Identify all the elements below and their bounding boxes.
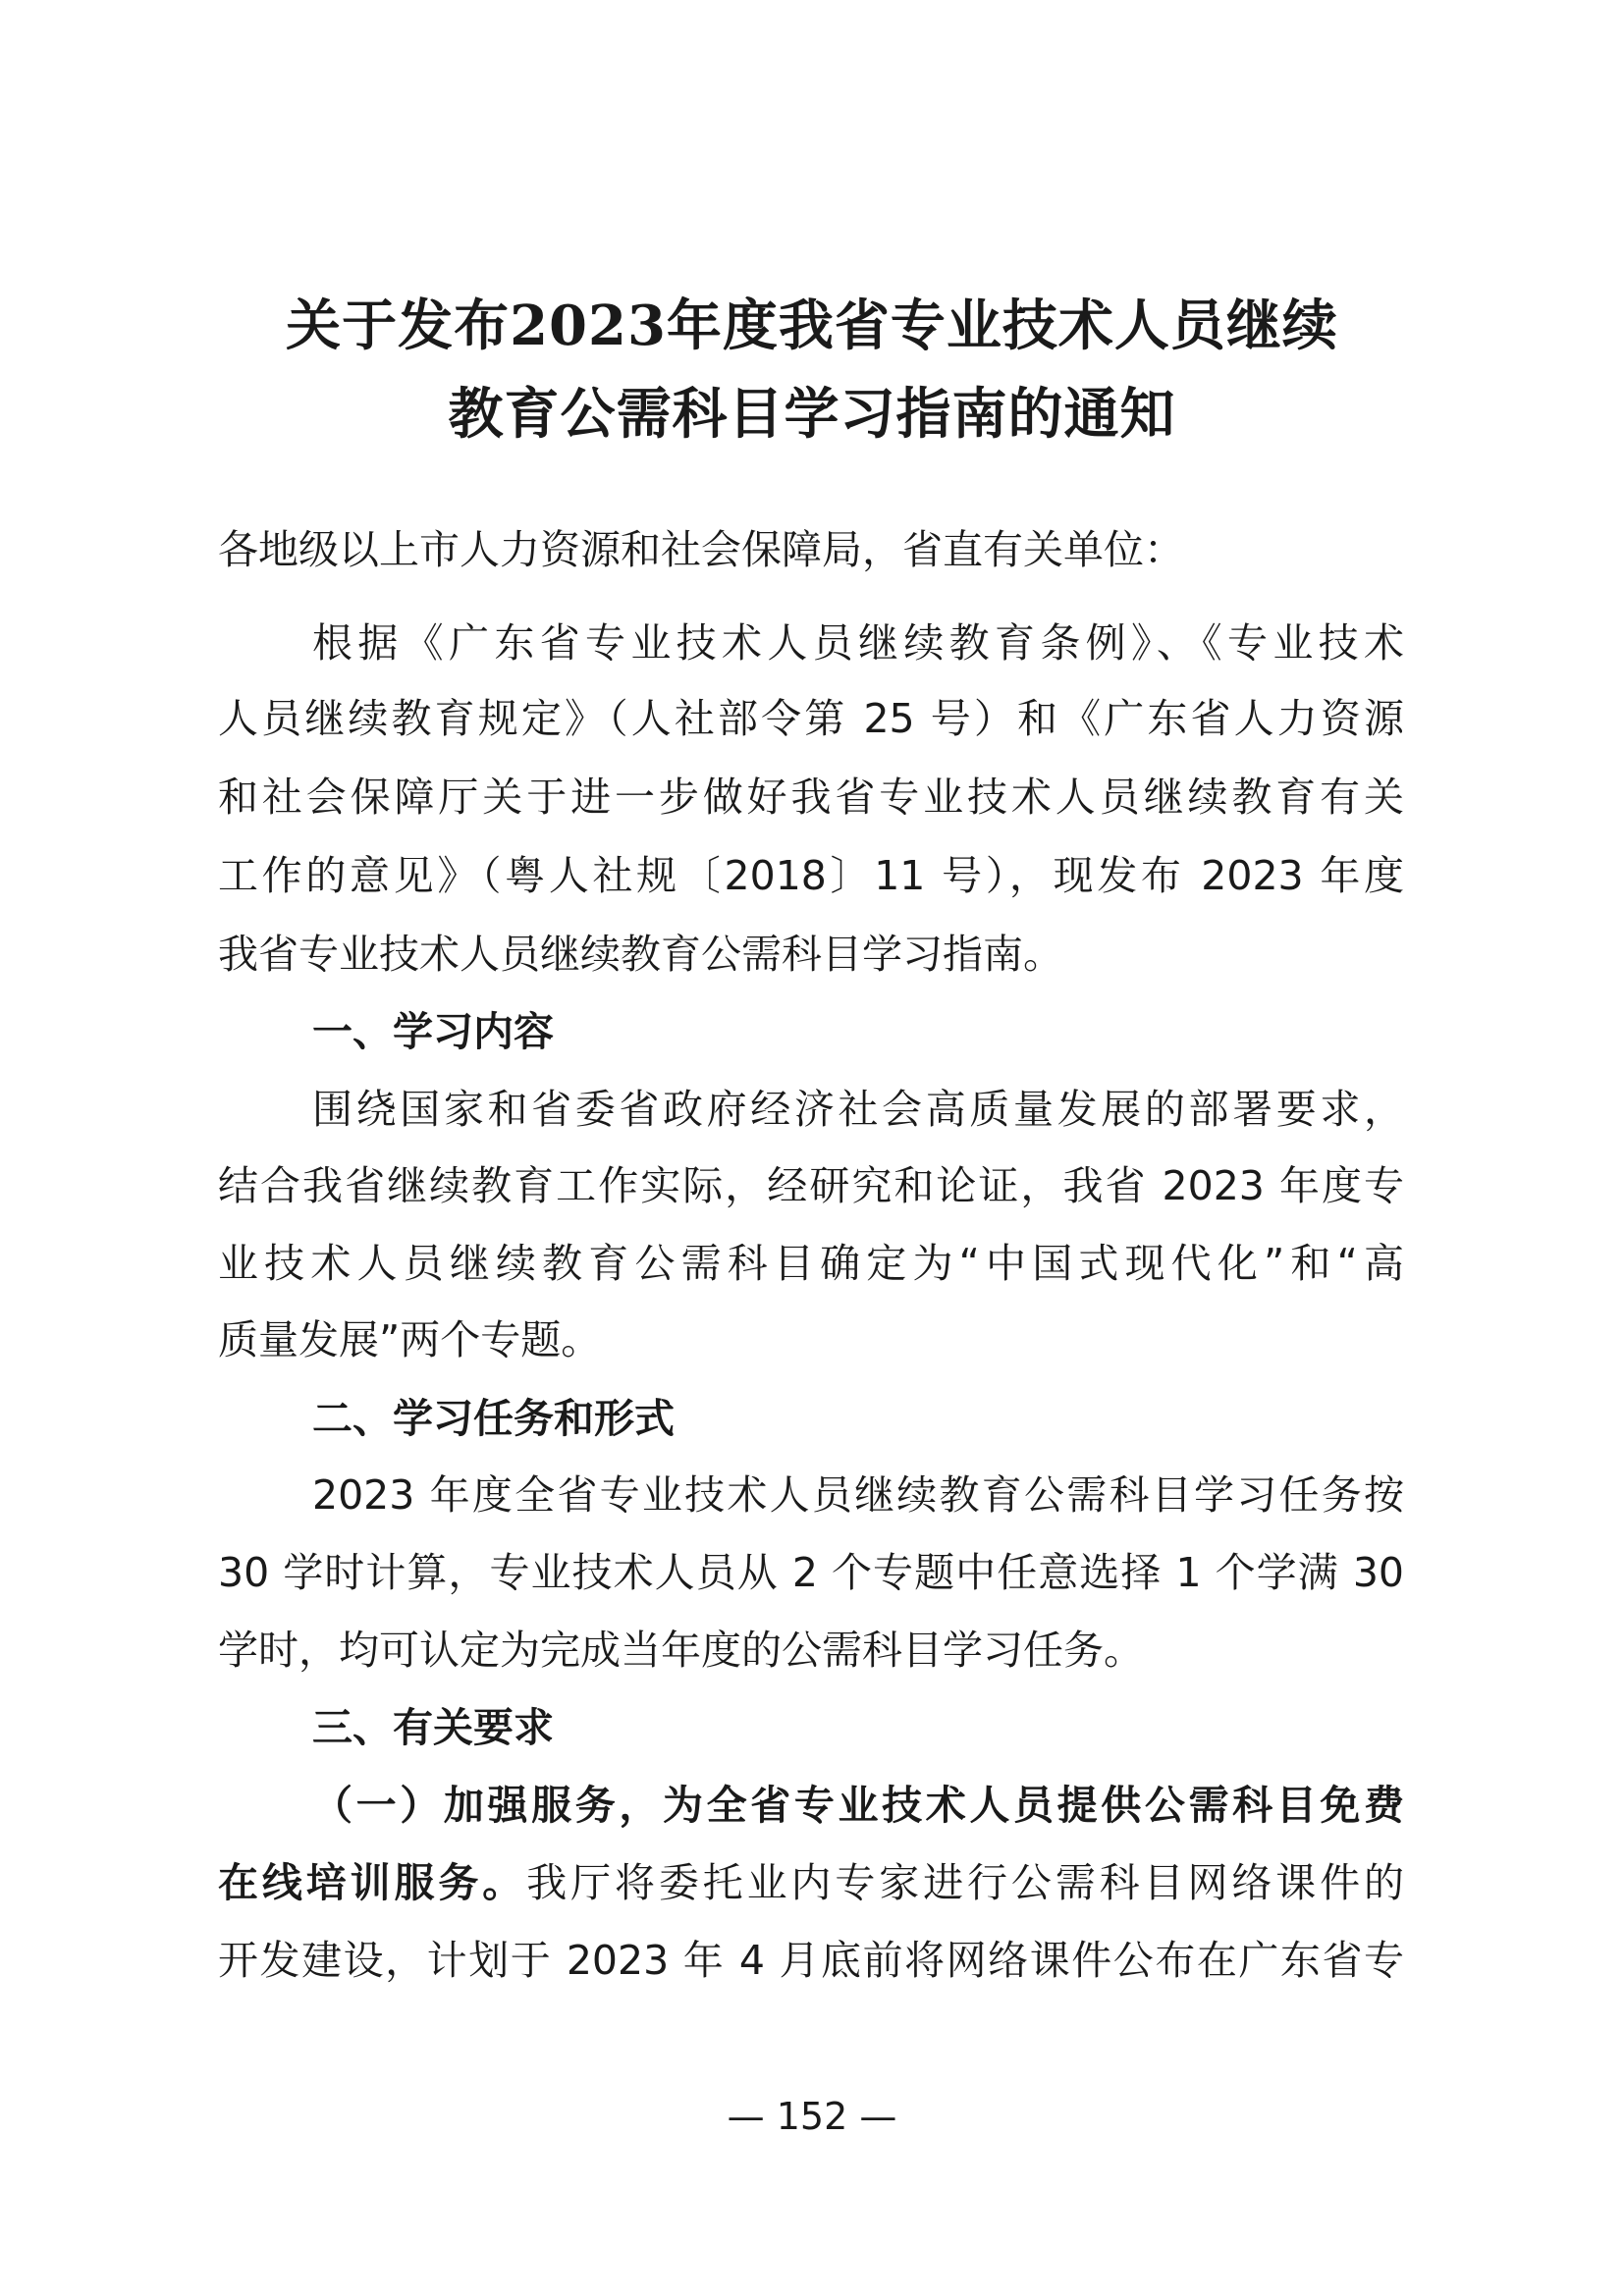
section1-line-2: 结合我省继续教育工作实际，经研究和论证，我省 2023 年度专 bbox=[218, 1162, 1404, 1209]
section-heading-2: 二、学习任务和形式 bbox=[312, 1395, 675, 1442]
section2-line-3: 学时，均可认定为完成当年度的公需科目学习任务。 bbox=[218, 1627, 1144, 1674]
section1-line-3: 业技术人员继续教育公需科目确定为“中国式现代化”和“高 bbox=[218, 1240, 1404, 1287]
page-number: — 152 — bbox=[727, 2095, 897, 2138]
section3-item1-line-3: 开发建设，计划于 2023 年 4 月底前将网络课件公布在广东省专 bbox=[218, 1937, 1404, 1984]
document-title-line-1: 关于发布2023年度我省专业技术人员继续 bbox=[286, 294, 1338, 358]
section1-line-4: 质量发展”两个专题。 bbox=[218, 1316, 602, 1363]
section3-item1-line-1: （一）加强服务，为全省专业技术人员提供公需科目免费 bbox=[312, 1782, 1404, 1829]
intro-line-5: 我省专业技术人员继续教育公需科目学习指南。 bbox=[218, 931, 1063, 978]
section2-line-1: 2023 年度全省专业技术人员继续教育公需科目学习任务按 bbox=[312, 1471, 1404, 1519]
intro-line-4: 工作的意见》（粤人社规〔2018〕11 号），现发布 2023 年度 bbox=[218, 852, 1404, 899]
section-heading-1: 一、学习内容 bbox=[312, 1008, 554, 1055]
intro-line-1: 根据《广东省专业技术人员继续教育条例》、《专业技术 bbox=[312, 619, 1404, 667]
intro-line-3: 和社会保障厅关于进一步做好我省专业技术人员继续教育有关 bbox=[218, 774, 1404, 821]
salutation: 各地级以上市人力资源和社会保障局，省直有关单位： bbox=[218, 526, 1184, 573]
section3-item1-line-2 bbox=[218, 1843, 1404, 1922]
section1-line-1: 围绕国家和省委省政府经济社会高质量发展的部署要求， bbox=[312, 1086, 1404, 1133]
section3-item1-text: 我厅将委托业内专家进行公需科目网络课件的 bbox=[526, 1859, 1404, 1906]
document-title-line-2: 教育公需科目学习指南的通知 bbox=[448, 382, 1176, 447]
section3-item1-bold-tail: 在线培训服务。 bbox=[218, 1859, 527, 1906]
section-heading-3: 三、有关要求 bbox=[312, 1704, 554, 1751]
section2-line-2: 30 学时计算，专业技术人员从 2 个专题中任意选择 1 个学满 30 bbox=[218, 1549, 1404, 1596]
intro-line-2: 人员继续教育规定》（人社部令第 25 号）和《广东省人力资源 bbox=[218, 695, 1404, 742]
